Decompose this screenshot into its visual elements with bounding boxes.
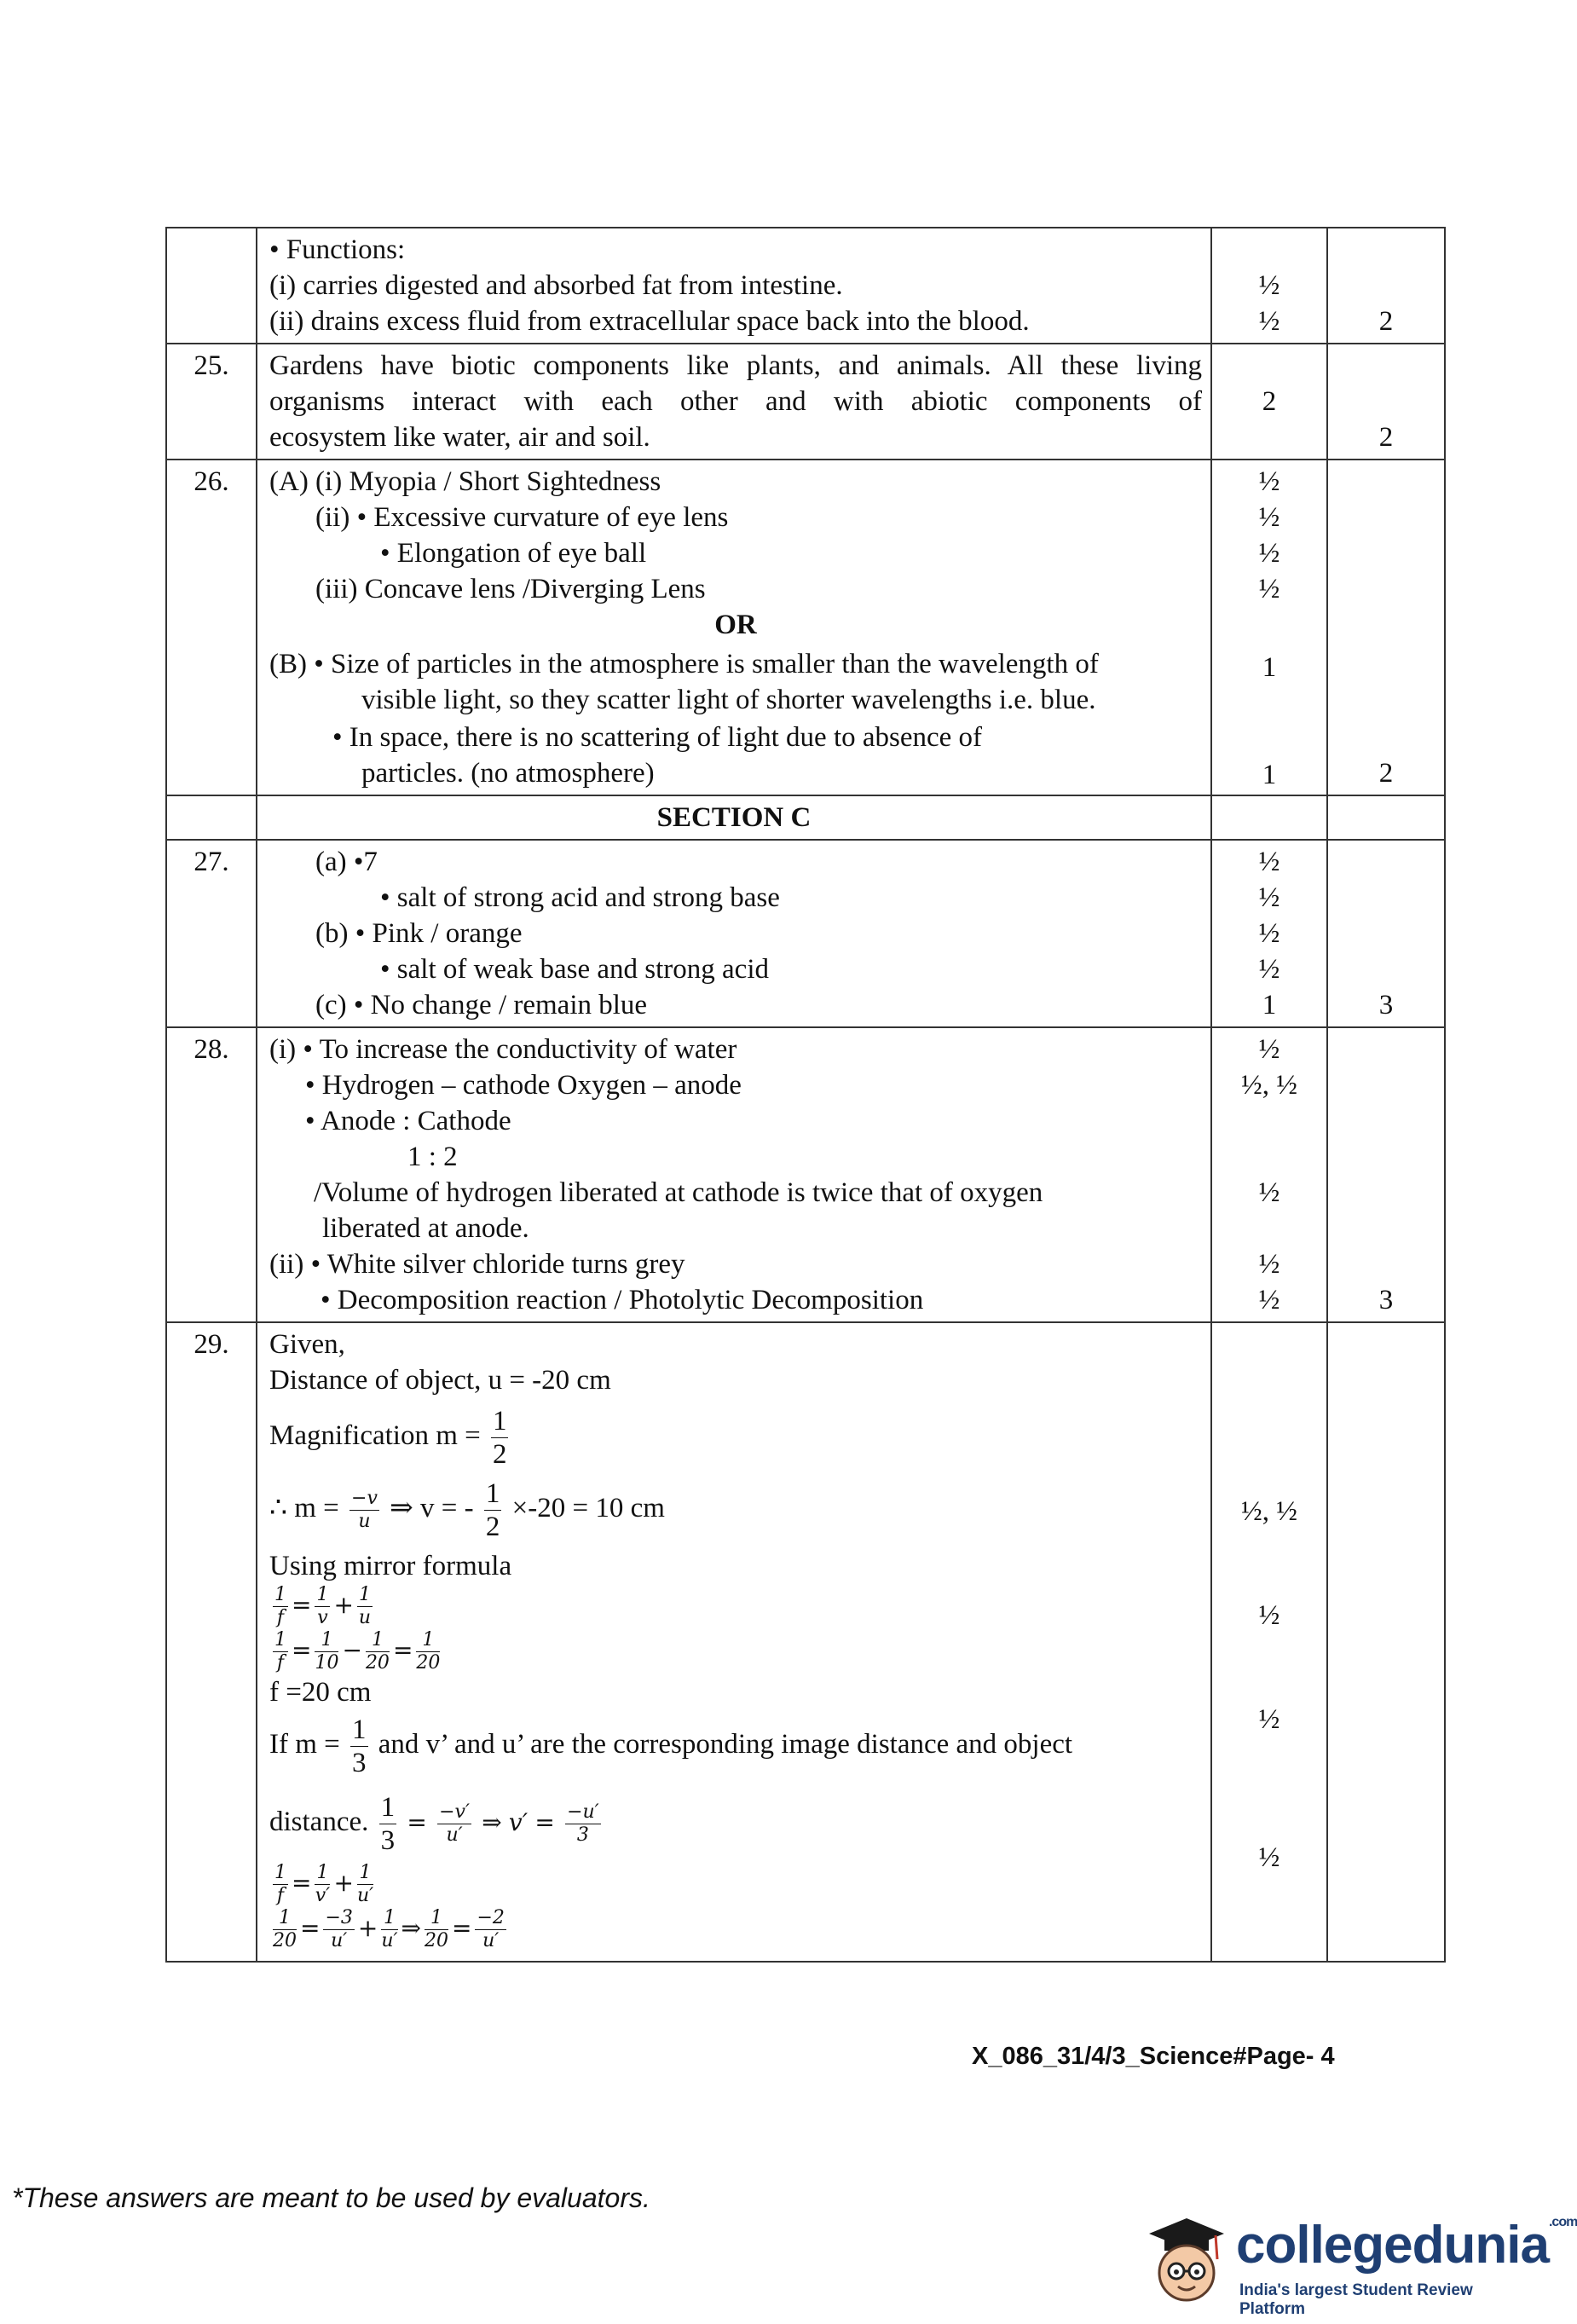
total-mark: 3 <box>1378 1285 1394 1315</box>
mascot-icon <box>1134 2200 1236 2319</box>
mark: ½ <box>1258 918 1280 949</box>
answer-cell <box>257 344 1211 460</box>
answer-line: • Anode : Cathode <box>305 1106 511 1136</box>
mirror-formula-substituted: $\frac{1}{20}$ = $\frac{-3}{u'}$ + $\frac{1}{u'}$ ⇒ $\frac{1}{20}$ = $\frac{-2}{u'}$ <box>273 1907 505 1951</box>
table-row <box>166 840 1445 1027</box>
marks-cell <box>1211 344 1327 460</box>
mark: ½ <box>1258 574 1280 604</box>
mark: ½ <box>1258 466 1280 497</box>
answer-line: (A) (i) Myopia / Short Sightedness <box>269 466 661 497</box>
question-number: 25. <box>166 344 257 460</box>
mark: ½ <box>1258 1249 1280 1280</box>
mark: 1 <box>1262 990 1277 1020</box>
table-row <box>166 1322 1445 1962</box>
mark: ½ <box>1258 1285 1280 1315</box>
answer-line: (B) • Size of particles in the atmosphere is smaller than the wavelength of <box>269 649 1099 679</box>
answer-line: liberated at anode. <box>322 1213 529 1244</box>
mark: ½ <box>1258 1034 1280 1065</box>
answer-line: (ii) • White silver chloride turns grey <box>269 1249 685 1280</box>
logo-wordmark: collegedunia$^{.com}$ <box>1236 2215 1577 2275</box>
table-row <box>166 460 1445 795</box>
answer-line: Given, <box>269 1329 345 1360</box>
question-number <box>166 228 257 344</box>
total-mark: 2 <box>1378 422 1394 453</box>
evaluator-note: *These answers are meant to be used by evaluators. <box>12 2182 650 2213</box>
answer-cell <box>257 840 1211 1027</box>
mark: ½ <box>1258 502 1280 533</box>
answer-cell <box>257 1027 1211 1322</box>
answer-key-table <box>165 227 1446 1963</box>
answer-line: • Decomposition reaction / Photolytic Decomposition <box>321 1285 924 1315</box>
section-heading: SECTION C <box>257 795 1211 840</box>
answer-line: organisms interact with each other and with abiotic components of <box>269 386 1202 417</box>
total-mark: 2 <box>1378 758 1394 789</box>
answer-line: • salt of weak base and strong acid <box>380 954 769 985</box>
answer-cell <box>257 460 1211 795</box>
answer-line: particles. (no atmosphere) <box>361 758 655 789</box>
answer-line: (ii) • Excessive curvature of eye lens <box>315 502 729 533</box>
answer-line: (iii) Concave lens /Diverging Lens <box>315 574 706 604</box>
mark: ½, ½ <box>1241 1070 1297 1101</box>
question-number: 29. <box>166 1322 257 1962</box>
answer-line: If m = $\frac{1}{3}$ and v’ and u’ are the corresponding image distance and object <box>269 1714 1073 1778</box>
answer-line: • Elongation of eye ball <box>380 538 647 569</box>
answer-line: /Volume of hydrogen liberated at cathode is twice that of oxygen <box>314 1177 1043 1208</box>
total-mark: 3 <box>1378 990 1394 1020</box>
total-marks-cell <box>1327 344 1445 460</box>
answer-line: Using mirror formula <box>269 1551 512 1581</box>
logo-tagline: India's largest Student Review Platform <box>1239 2281 1473 2318</box>
answer-line: distance. $\frac{1}{3}$ = $\frac{-v'}{u'}$ ⇒ v′ = $\frac{-u'}{3}$ <box>269 1792 599 1856</box>
answer-line: Gardens have biotic components like plants, and animals. All these living <box>269 350 1202 381</box>
question-number: 27. <box>166 840 257 1027</box>
answer-line: (a) •7 <box>315 847 378 877</box>
answer-line: • In space, there is no scattering of light due to absence of <box>332 722 983 753</box>
mark: ½ <box>1258 1842 1280 1873</box>
question-number: 26. <box>166 460 257 795</box>
answer-line: (i) • To increase the conductivity of water <box>269 1034 737 1065</box>
total-marks-cell <box>1327 460 1445 795</box>
answer-cell <box>257 1322 1211 1962</box>
total-marks-cell <box>1327 1027 1445 1322</box>
table-row <box>166 344 1445 460</box>
answer-line: f =20 cm <box>269 1677 372 1708</box>
marks-cell <box>1211 840 1327 1027</box>
answer-line: visible light, so they scatter light of shorter wavelengths i.e. blue. <box>361 685 1096 715</box>
answer-line: ecosystem like water, air and soil. <box>269 422 650 453</box>
mirror-formula: $\frac{1}{f}$ = $\frac{1}{v}$ + $\frac{1}{u}$ <box>274 1584 372 1628</box>
mark: ½ <box>1258 1704 1280 1735</box>
magnification-line: Magnification m = $\frac{1}{2}$ <box>269 1406 507 1470</box>
mark: ½ <box>1258 270 1280 301</box>
mark: ½ <box>1258 1177 1280 1208</box>
answer-line: • Hydrogen – cathode Oxygen – anode <box>305 1070 742 1101</box>
magnification-formula-line: ∴ m = $\frac{-v}{u}$ ⇒ v = - $\frac{1}{2}$ ×-20 = 10 cm <box>269 1478 665 1542</box>
mark: ½ <box>1258 538 1280 569</box>
mark: 1 <box>1262 760 1277 790</box>
mark: ½ <box>1258 1600 1280 1631</box>
section-row <box>166 795 1445 840</box>
answer-line: • salt of strong acid and strong base <box>380 882 780 913</box>
total-marks-cell <box>1327 840 1445 1027</box>
answer-line: (b) • Pink / orange <box>315 918 523 949</box>
mark: ½ <box>1258 954 1280 985</box>
marks-cell <box>1211 1027 1327 1322</box>
total-marks-cell <box>1327 228 1445 344</box>
answer-line: 1 : 2 <box>407 1142 458 1172</box>
mark: 2 <box>1262 386 1277 417</box>
or-divider: OR <box>714 610 757 640</box>
mark: ½, ½ <box>1241 1496 1297 1527</box>
mark: 1 <box>1262 652 1277 683</box>
marks-cell <box>1211 1322 1327 1962</box>
answer-line: Distance of object, u = -20 cm <box>269 1365 611 1396</box>
mirror-formula-prime: $\frac{1}{f}$ = $\frac{1}{v'}$ + $\frac{1}{u'}$ <box>274 1862 374 1906</box>
answer-line: (i) carries digested and absorbed fat from intestine. <box>269 270 843 301</box>
answer-cell <box>257 228 1211 344</box>
answer-line: (ii) drains excess fluid from extracellular space back into the blood. <box>269 306 1030 337</box>
total-marks-cell <box>1327 1322 1445 1962</box>
question-number: 28. <box>166 1027 257 1322</box>
mark: ½ <box>1258 882 1280 913</box>
mark: ½ <box>1258 847 1280 877</box>
mark: ½ <box>1258 306 1280 337</box>
table-row <box>166 1027 1445 1322</box>
total-mark: 2 <box>1378 306 1394 337</box>
answer-line: (c) • No change / remain blue <box>315 990 648 1020</box>
page-code: X_086_31/4/3_Science#Page- 4 <box>972 2043 1335 2070</box>
fraction: $\frac{1}{2}$ <box>492 1406 507 1470</box>
collegedunia-logo <box>1134 2200 1577 2319</box>
focal-calc: $\frac{1}{f}$ = $\frac{1}{10}$ − $\frac{1}{20}$ = $\frac{1}{20}$ <box>274 1629 441 1674</box>
answer-line: • Functions: <box>269 234 406 265</box>
table-row <box>166 228 1445 344</box>
marks-cell <box>1211 460 1327 795</box>
marks-cell <box>1211 228 1327 344</box>
